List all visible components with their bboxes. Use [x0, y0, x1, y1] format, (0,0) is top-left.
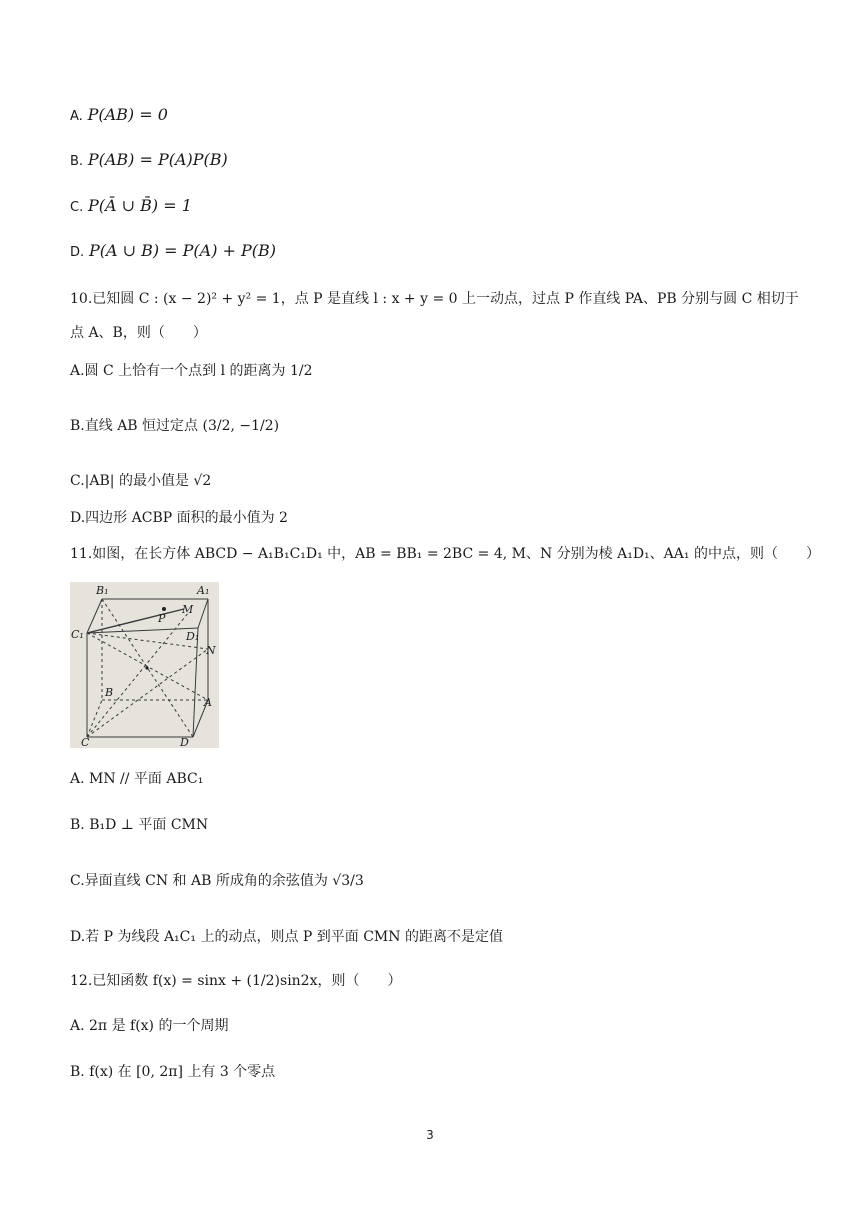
label-m: M — [182, 603, 194, 616]
q11-option-a: A. MN // 平面 ABC₁ — [70, 771, 204, 787]
label-p: P — [158, 612, 166, 625]
label-a1: A₁ — [197, 584, 210, 597]
q10-stem-line1: 10.已知圆 C : (x − 2)² + y² = 1，点 P 是直线 l : x + y = 0 上一动点，过点 P 作直线 PA、PB 分别与圆 C 相切于 — [70, 291, 799, 307]
q10-option-a: A.圆 C 上恰有一个点到 l 的距离为 1/2 — [70, 363, 313, 379]
label-c: C — [81, 736, 90, 748]
q12-option-b: B. f(x) 在 [0, 2π] 上有 3 个零点 — [70, 1064, 276, 1080]
q9-option-b — [70, 149, 228, 173]
q11-stem: 11.如图，在长方体 ABCD − A₁B₁C₁D₁ 中，AB = BB₁ = 2BC = 4, M、N 分别为棱 A₁D₁、AA₁ 的中点，则（ ） — [70, 546, 820, 562]
option-expression: P(Ā ∪ B̄) = 1 — [88, 196, 192, 215]
option-label: D. — [70, 245, 85, 260]
q9-option-d — [70, 240, 276, 264]
q9-option-a — [70, 104, 168, 128]
option-label: C. — [70, 200, 84, 215]
q9-option-c — [70, 195, 192, 219]
q10-stem-line2: 点 A、B，则（ ） — [70, 325, 207, 341]
label-d1: D₁ — [186, 630, 200, 643]
q11-option-b: B. B₁D ⊥ 平面 CMN — [70, 817, 209, 833]
label-d: D — [180, 736, 189, 748]
option-label: A. — [70, 109, 83, 124]
q11-option-c: C.异面直线 CN 和 AB 所成角的余弦值为 √3/3 — [70, 873, 364, 889]
option-label: B. — [70, 154, 84, 169]
option-expression: P(AB) = P(A)P(B) — [87, 150, 228, 169]
option-expression: P(AB) = 0 — [87, 105, 168, 124]
label-b1: B₁ — [96, 584, 109, 597]
q12-option-a: A. 2π 是 f(x) 的一个周期 — [70, 1018, 229, 1034]
q10-option-c: C.|AB| 的最小值是 √2 — [70, 473, 212, 489]
label-b: B — [105, 686, 114, 699]
q11-option-d: D.若 P 为线段 A₁C₁ 上的动点，则点 P 到平面 CMN 的距离不是定值 — [70, 929, 503, 945]
cuboid-diagram — [70, 582, 219, 748]
q12-stem: 12.已知函数 f(x) = sinx + (1/2)sin2x，则（ ） — [70, 973, 402, 989]
label-n: N — [206, 644, 216, 657]
q10-option-d: D.四边形 ACBP 面积的最小值为 2 — [70, 510, 288, 526]
label-a: A — [204, 696, 212, 709]
page-number: 3 — [426, 1128, 434, 1142]
option-expression: P(A ∪ B) = P(A) + P(B) — [88, 241, 277, 260]
q10-option-b: B.直线 AB 恒过定点 (3/2, −1/2) — [70, 418, 280, 434]
cuboid-figure — [70, 582, 219, 748]
label-c1: C₁ — [71, 628, 84, 641]
